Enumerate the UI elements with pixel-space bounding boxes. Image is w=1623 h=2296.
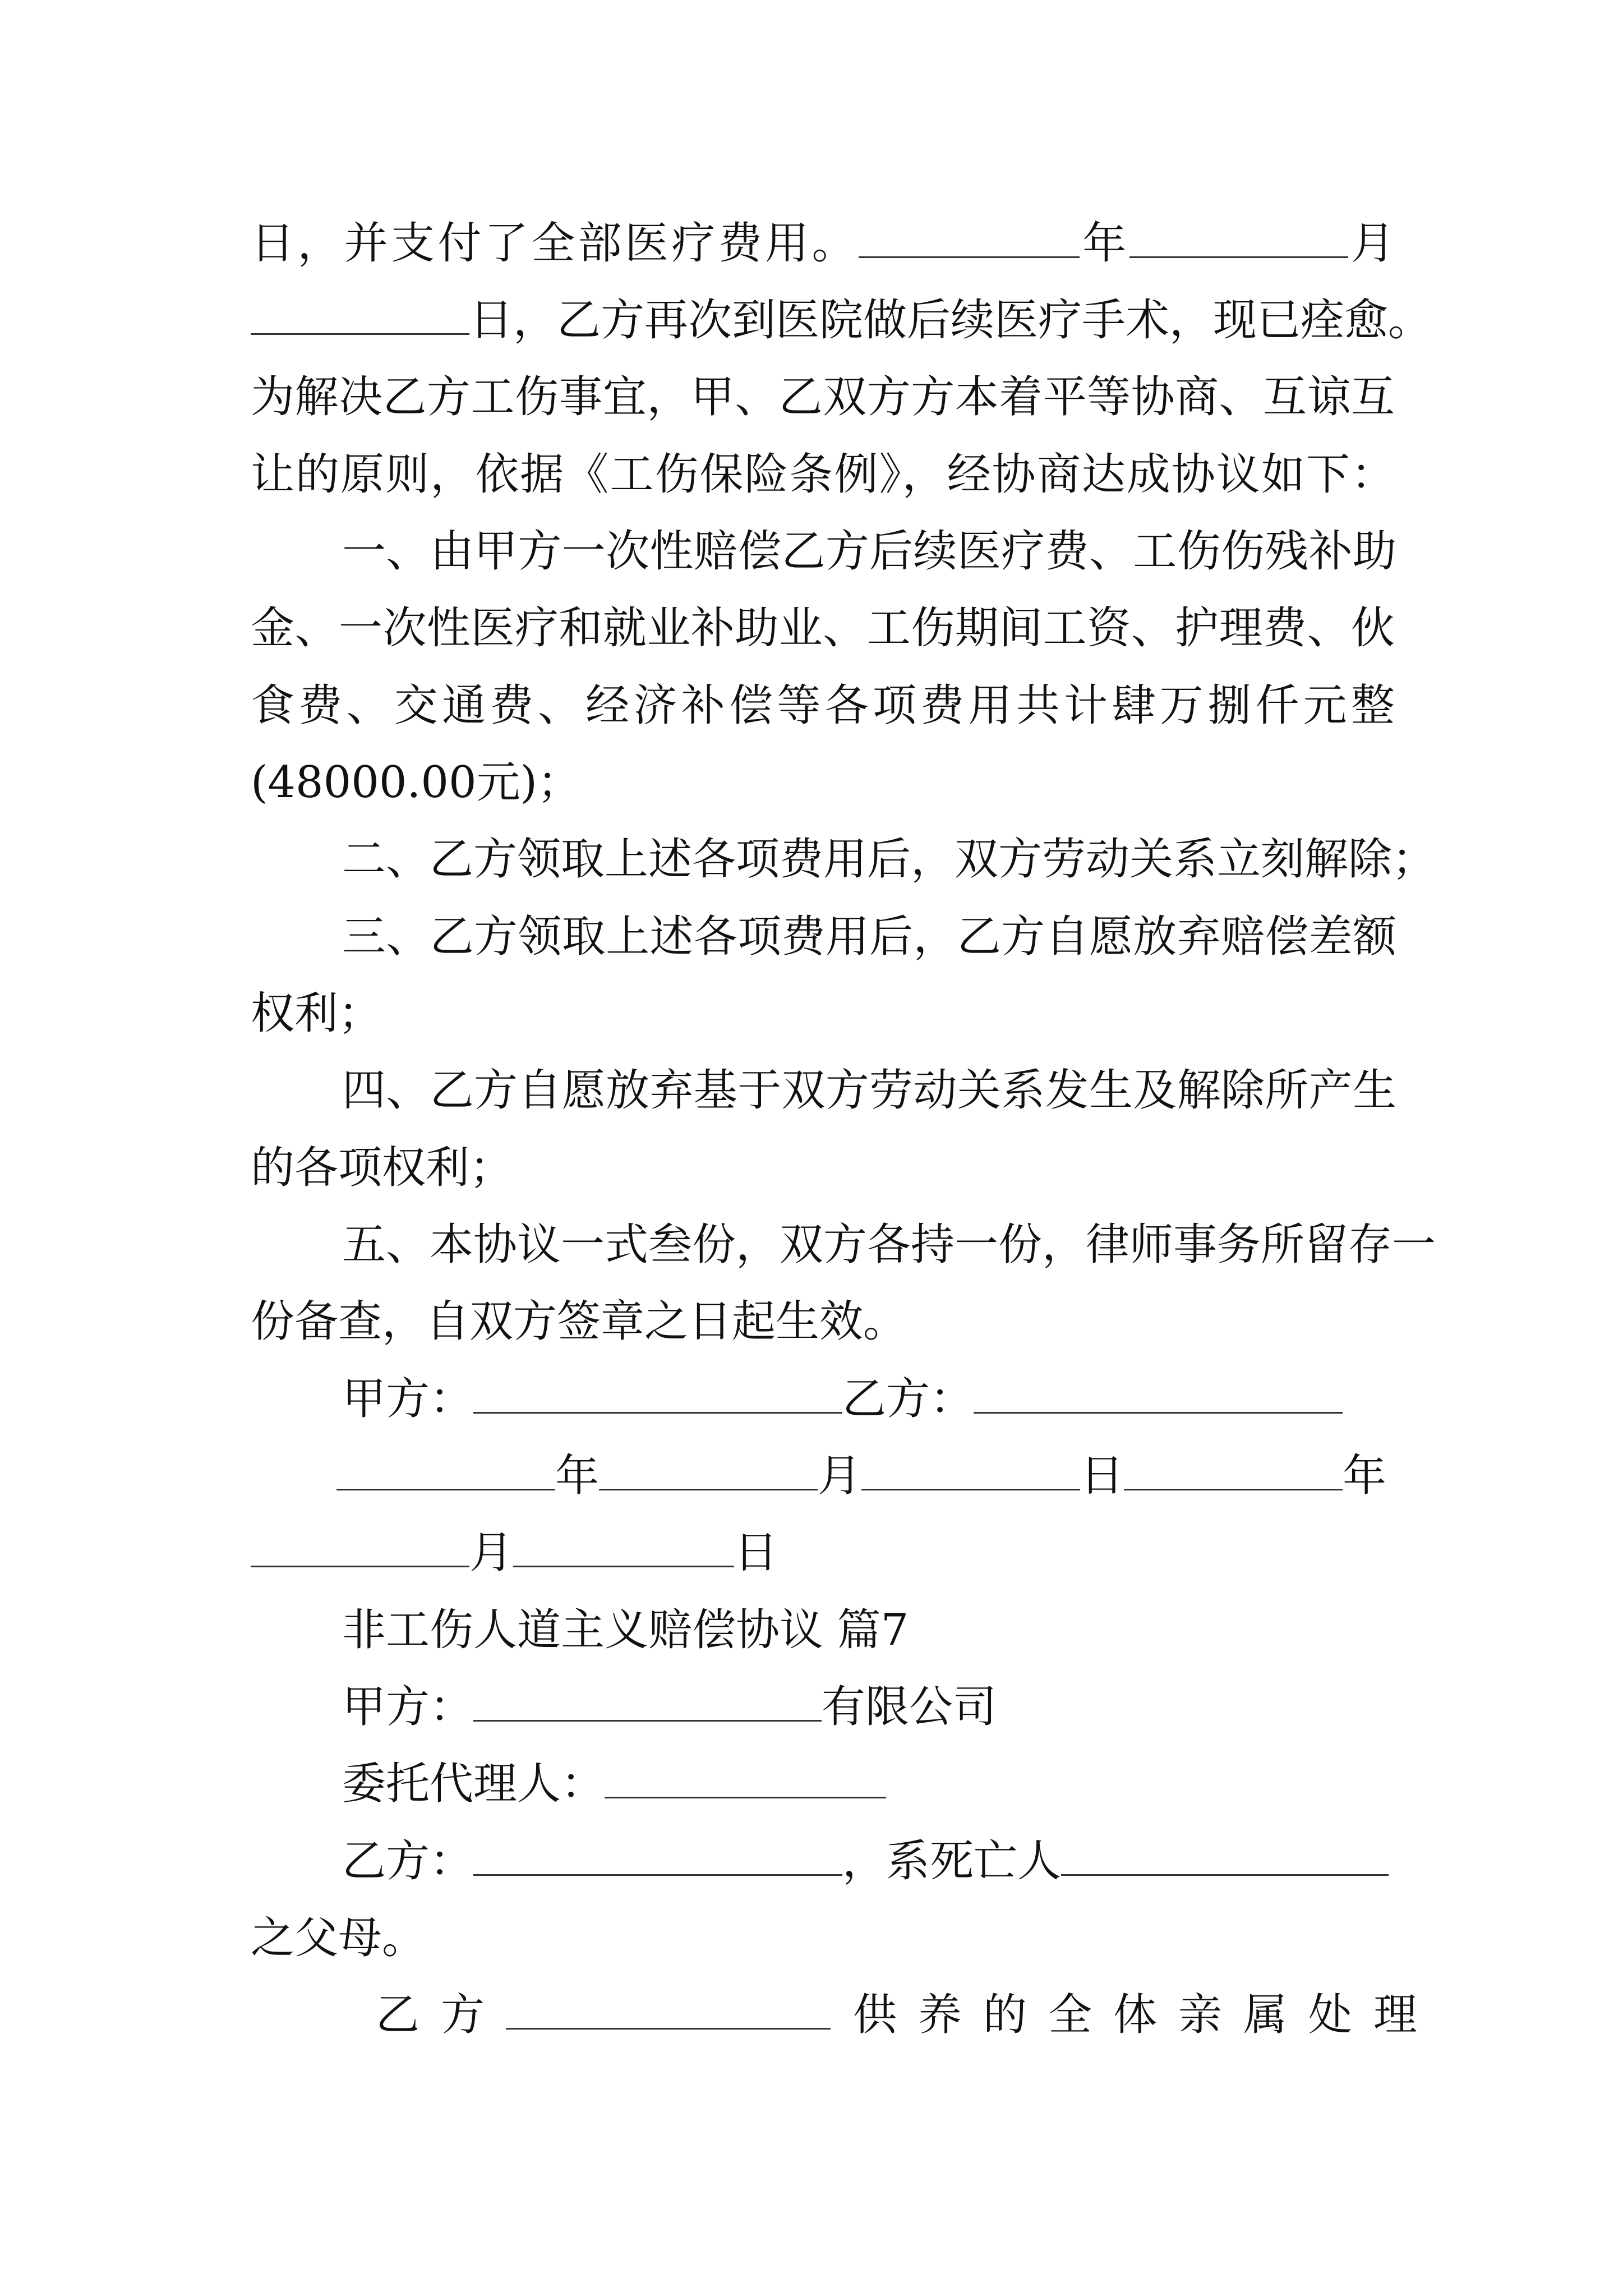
date-line bbox=[336, 1438, 1402, 1515]
blank-field bbox=[599, 1455, 818, 1490]
blank-field bbox=[1129, 223, 1348, 258]
agent-line bbox=[342, 1746, 1396, 1823]
text: 甲方： bbox=[342, 1682, 474, 1732]
blank-field bbox=[251, 1532, 469, 1567]
paragraph-line: 食费、交通费、经济补偿等各项费用共计肆万捌仟元整 bbox=[251, 680, 1395, 731]
text: 日 bbox=[1080, 1451, 1124, 1501]
text: 年 bbox=[555, 1451, 600, 1501]
paragraph-line: 之父母。 bbox=[251, 1913, 426, 1963]
paragraph-line bbox=[376, 1977, 1439, 2054]
clause-4: 四、乙方自愿放弃基于双方劳动关系发生及解除所产生 bbox=[342, 1065, 1396, 1116]
amount-line: (48000.00元)； bbox=[251, 757, 582, 808]
blank-field bbox=[506, 1994, 831, 2030]
paragraph-line: 为解决乙方工伤事宜，甲、乙双方方本着平等协商、互谅互 bbox=[251, 372, 1395, 422]
party-b-line bbox=[342, 1823, 1396, 1900]
clause-5: 五、本协议一式叁份，双方各持一份，律师事务所留存一 bbox=[342, 1220, 1436, 1270]
clause-3: 三、乙方领取上述各项费用后，乙方自愿放弃赔偿差额 bbox=[342, 912, 1396, 962]
paragraph-line: 份备查，自双方签章之日起生效。 bbox=[251, 1296, 907, 1347]
blank-field bbox=[473, 1686, 822, 1722]
blank-field bbox=[1124, 1455, 1343, 1490]
text: 月 bbox=[1348, 218, 1395, 269]
paragraph-line: 权利； bbox=[251, 988, 382, 1039]
paragraph-line: 金、一次性医疗和就业补助业、工伤期间工资、护理费、伙 bbox=[251, 603, 1395, 654]
text: 年 bbox=[1343, 1451, 1387, 1501]
text: 日，乙方再次到医院做后续医疗手术，现已痊愈。 bbox=[469, 295, 1432, 346]
text: 甲方： bbox=[342, 1374, 474, 1424]
blank-field bbox=[336, 1455, 555, 1490]
text: 有限公司 bbox=[822, 1682, 997, 1732]
text: 日 bbox=[734, 1527, 778, 1578]
paragraph-line bbox=[251, 205, 1395, 282]
text: 乙方 bbox=[376, 1990, 506, 2040]
text: 乙方： bbox=[342, 1836, 474, 1887]
date-line bbox=[251, 1515, 1395, 1591]
clause-2: 二、乙方领取上述各项费用后，双方劳动关系立刻解除； bbox=[342, 834, 1436, 885]
blank-field bbox=[473, 1378, 842, 1414]
blank-field bbox=[859, 223, 1080, 258]
text: 月 bbox=[818, 1451, 862, 1501]
blank-field bbox=[251, 300, 469, 335]
text: 供养的全体亲属处理 bbox=[853, 1990, 1439, 2040]
blank-field bbox=[473, 1841, 842, 1876]
signature-line bbox=[342, 1361, 1396, 1438]
text: 委托代理人： bbox=[342, 1759, 605, 1809]
blank-field bbox=[1061, 1841, 1389, 1876]
blank-field bbox=[861, 1455, 1080, 1490]
clause-1: 一、由甲方一次性赔偿乙方后续医疗费、工伤伤残补助 bbox=[342, 526, 1396, 577]
paragraph-line: 的各项权利； bbox=[251, 1143, 514, 1193]
text: ，系死亡人 bbox=[842, 1836, 1062, 1887]
blank-field bbox=[513, 1532, 734, 1567]
blank-field bbox=[974, 1378, 1343, 1414]
paragraph-line: 让的原则，依据《工伤保险条例》，经协商达成协议如下： bbox=[251, 449, 1395, 500]
party-a-line bbox=[342, 1669, 1396, 1746]
text: 乙方： bbox=[842, 1374, 974, 1424]
paragraph-line bbox=[251, 282, 1432, 359]
section-heading: 非工伤人道主义赔偿协议 篇7 bbox=[342, 1605, 909, 1655]
text: 年 bbox=[1079, 218, 1129, 269]
text: 日，并支付了全部医疗费用。 bbox=[251, 218, 859, 269]
text: 月 bbox=[469, 1527, 514, 1578]
blank-field bbox=[605, 1763, 886, 1798]
